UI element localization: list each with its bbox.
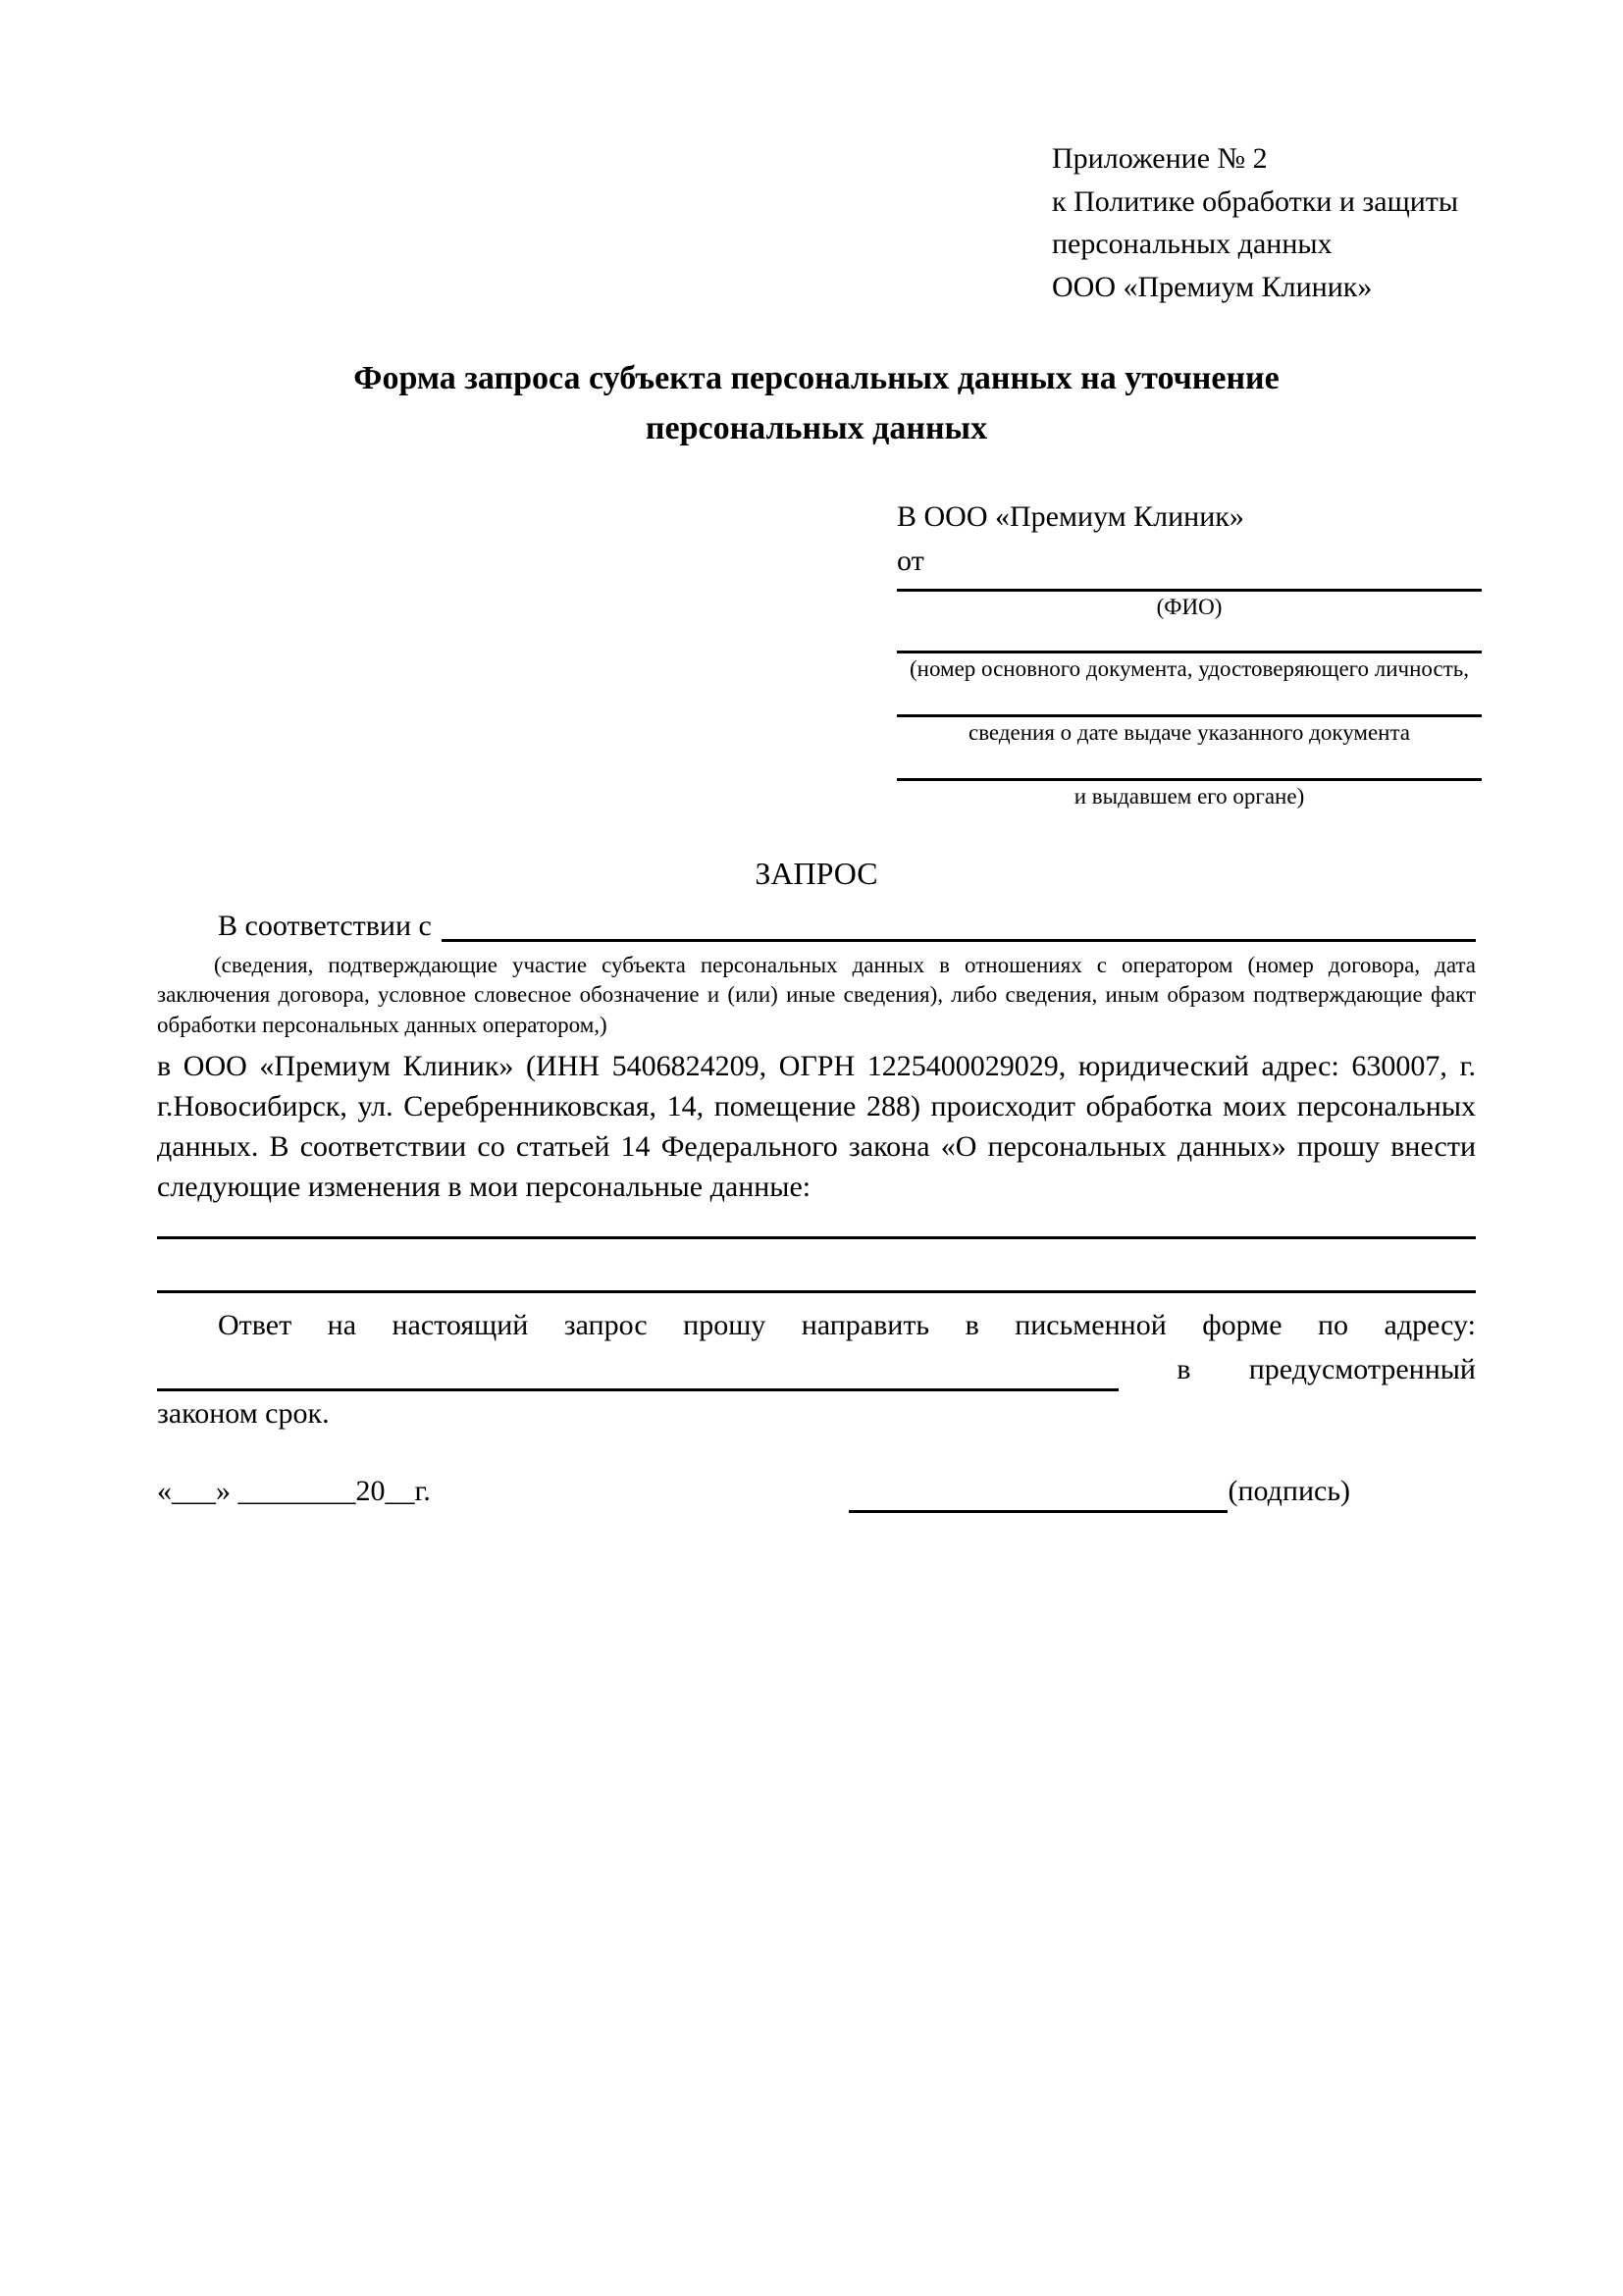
company-name: ООО «Премиум Клиник» (1052, 270, 1373, 303)
changes-fill-line-1 (157, 1207, 1476, 1239)
appendix-policy-line: к Политике обработки и защиты (1052, 184, 1459, 218)
page-title: Форма запроса субъекта персональных данных на уточнение персональных данных (353, 360, 1280, 446)
addressee-from-label: от (897, 545, 924, 577)
request-heading: ЗАПРОС (755, 856, 878, 892)
appendix-header (1052, 137, 1476, 308)
doc-issuer-caption: и выдавшем его органе) (1073, 784, 1305, 809)
doc-number-caption: (номер основного документа, удостоверяющего личность, (909, 656, 1469, 682)
signature-group (849, 1469, 1350, 1513)
doc-number-fill-line (897, 621, 1482, 653)
doc-issuer-fill-line (897, 747, 1482, 781)
appendix-policy-line2: персональных данных (1052, 228, 1333, 260)
reply-word-v: в (1177, 1353, 1191, 1386)
reply-word-predusmotrennyy: предусмотренный (1248, 1353, 1476, 1386)
addressee-block (897, 495, 1482, 810)
appendix-number: Приложение № 2 (1052, 142, 1268, 175)
changes-fill-line-2 (157, 1239, 1476, 1293)
reply-address-row (157, 1347, 1476, 1391)
doc-date-caption: сведения о дате выдаче указанного документа (968, 720, 1411, 746)
date-fill-line: «___» ________20__г. (157, 1475, 431, 1508)
address-fill-line (157, 1351, 1119, 1391)
fio-caption: (ФИО) (1156, 595, 1223, 619)
reply-tail-line: законом срок. (157, 1397, 330, 1431)
footer-row (157, 1469, 1476, 1513)
signature-fill-line (849, 1473, 1228, 1513)
accordance-row (157, 904, 1476, 948)
fio-fill-line (897, 583, 1482, 592)
accordance-label: В соответствии с (218, 909, 432, 942)
fine-print-note: (сведения, подтверждающие участие субъекта персональных данных в отношениях с оператором (номер договора, дата заключения договора, условное словесное обозначение и (или) иные сведения), либо сведения, иным образом подтверждающие факт обработки персональных данных оператором,) (157, 952, 1476, 1037)
addressee-to: В ООО «Премиум Клиник» (897, 500, 1244, 533)
doc-date-fill-line (897, 683, 1482, 717)
signature-caption: (подпись) (1228, 1475, 1350, 1508)
request-body: в ООО «Премиум Клиник» (ИНН 5406824209, ОГРН 1225400029029, юридический адрес: 630007, г. г.Новосибирск, ул. Серебренниковская, 14, помещение 288) происходит обработка моих персональных данных. В соответствии со статьей 14 Федерального закона «О персональных данных» прошу внести следующие изменения в мои персональные данные: (157, 1050, 1476, 1204)
reply-request-line: Ответ на настоящий запрос прошу направить в письменной форме по адресу: (218, 1309, 1476, 1342)
accordance-fill-line (442, 904, 1476, 942)
